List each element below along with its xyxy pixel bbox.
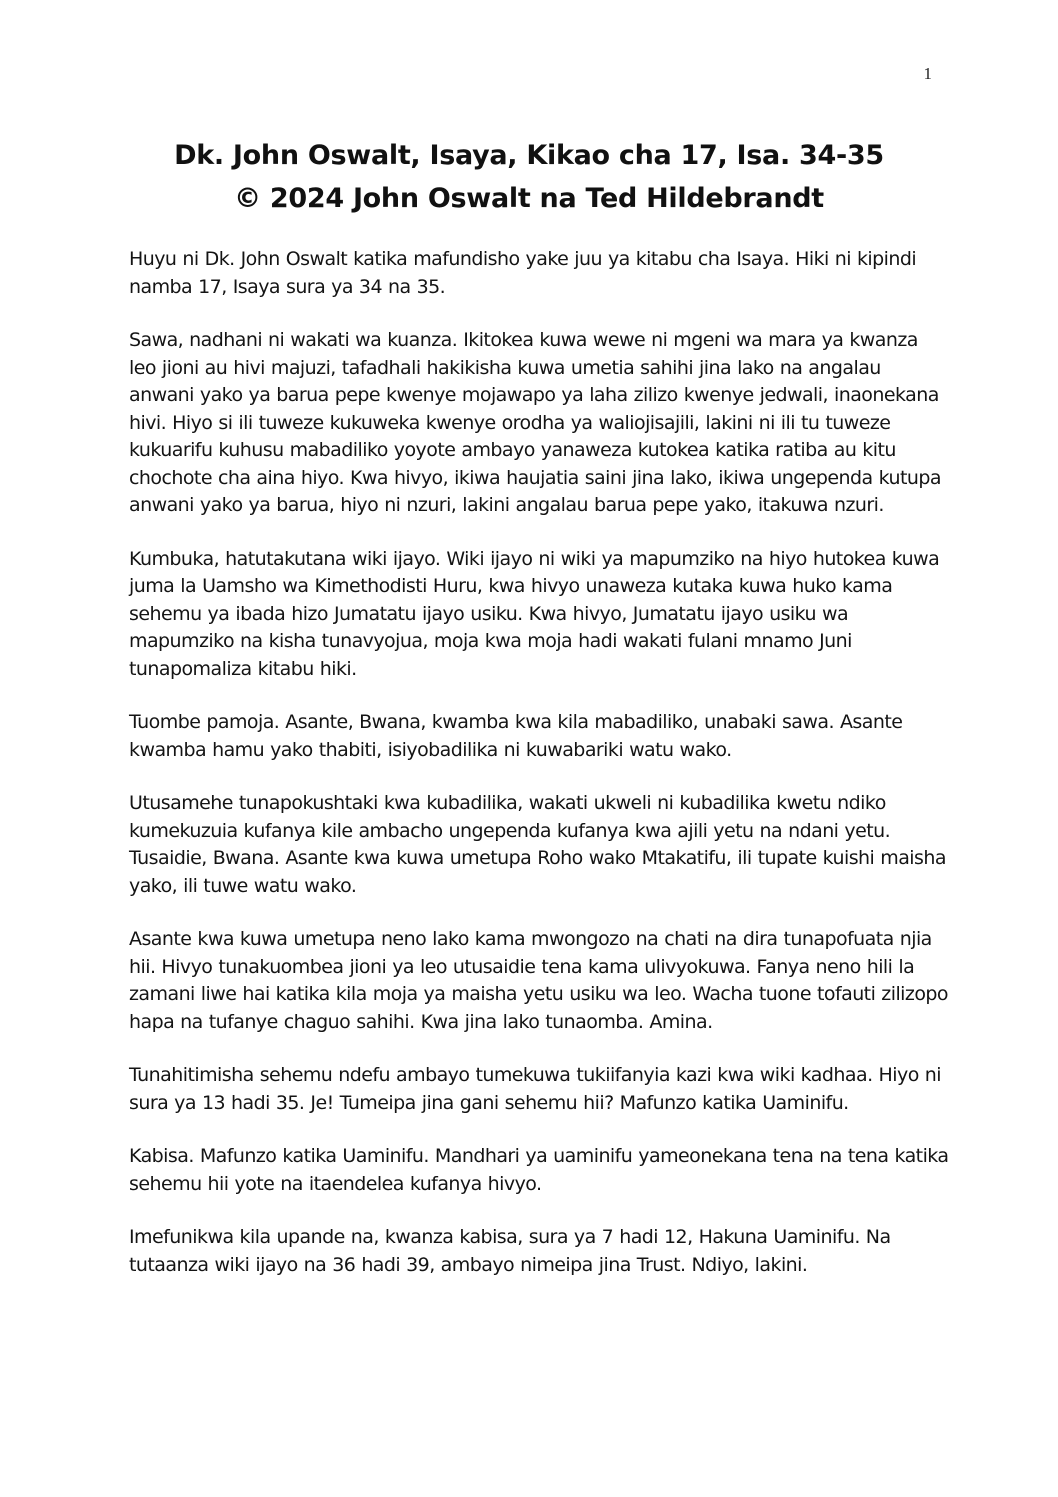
paragraph-2: Sawa, nadhani ni wakati wa kuanza. Ikitokea kuwa wewe ni mgeni wa mara ya kwanza leo jioni au hivi majuzi, tafadhali hakikisha kuwa umetia sahihi jina lako na angalau anwani yako ya barua pepe kwenye mojawapo ya laha zilizo kwenye jedwali, inaonekana hivi. Hiyo si ili tuweze kukuweka kwenye orodha ya waliojisajili, lakini ni ili tu tuweze kukuarifu kuhusu mabadiliko yoyote ambayo yanaweza kutokea katika ratiba au kitu chochote cha aina hiyo. Kwa hivyo, ikiwa haujatia saini jina lako, ikiwa ungependa kutupa anwani yako ya barua, hiyo ni nzuri, lakini angalau barua pepe yako, itakuwa nzuri. xyxy=(129,329,941,516)
page-number: 1 xyxy=(923,64,932,83)
paragraph-3: Kumbuka, hatutakutana wiki ijayo. Wiki ijayo ni wiki ya mapumziko na hiyo hutokea kuwa juma la Uamsho wa Kimethodisti Huru, kwa hivyo unaweza kutaka kuwa huko kama sehemu ya ibada hizo Jumatatu ijayo usiku. Kwa hivyo, Jumatatu ijayo usiku wa mapumziko na kisha tunavyojua, moja kwa moja hadi wakati fulani mnamo Juni tunapomaliza kitabu hiki. xyxy=(129,547,940,680)
title-line-2: © 2024 John Oswalt na Ted Hildebrandt xyxy=(234,183,824,214)
paragraph-1: Huyu ni Dk. John Oswalt katika mafundisho yake juu ya kitabu cha Isaya. Hiki ni kipindi namba 17, Isaya sura ya 34 na 35. xyxy=(129,248,917,298)
title-line-1: Dk. John Oswalt, Isaya, Kikao cha 17, Isa. 34-35 xyxy=(174,140,884,171)
paragraph-4: Tuombe pamoja. Asante, Bwana, kwamba kwa kila mabadiliko, unabaki sawa. Asante kwamba hamu yako thabiti, isiyobadilika ni kuwabariki watu wako. xyxy=(129,711,903,761)
document-title xyxy=(0,134,1058,220)
paragraph-5: Utusamehe tunapokushtaki kwa kubadilika, wakati ukweli ni kubadilika kwetu ndiko kumekuzuia kufanya kile ambacho ungependa kufanya kwa ajili yetu na ndani yetu. Tusaidie, Bwana. Asante kwa kuwa umetupa Roho wako Mtakatifu, ili tupate kuishi maisha yako, ili tuwe watu wako. xyxy=(129,792,946,897)
paragraph-6: Asante kwa kuwa umetupa neno lako kama mwongozo na chati na dira tunapofuata njia hii. Hivyo tunakuombea jioni ya leo utusaidie tena kama ulivyokuwa. Fanya neno hili la zamani liwe hai katika kila moja ya maisha yetu usiku wa leo. Wacha tuone tofauti zilizopo hapa na tufanye chaguo sahihi. Kwa jina lako tunaomba. Amina. xyxy=(129,928,948,1033)
paragraph-8: Kabisa. Mafunzo katika Uaminifu. Mandhari ya uaminifu yameonekana tena na tena katika sehemu hii yote na itaendelea kufanya hivyo. xyxy=(129,1145,949,1195)
document-body xyxy=(129,246,949,1305)
paragraph-9: Imefunikwa kila upande na, kwanza kabisa, sura ya 7 hadi 12, Hakuna Uaminifu. Na tutaanza wiki ijayo na 36 hadi 39, ambayo nimeipa jina Trust. Ndiyo, lakini. xyxy=(129,1226,891,1276)
paragraph-7: Tunahitimisha sehemu ndefu ambayo tumekuwa tukiifanyia kazi kwa wiki kadhaa. Hiyo ni sura ya 13 hadi 35. Je! Tumeipa jina gani sehemu hii? Mafunzo katika Uaminifu. xyxy=(129,1064,941,1114)
